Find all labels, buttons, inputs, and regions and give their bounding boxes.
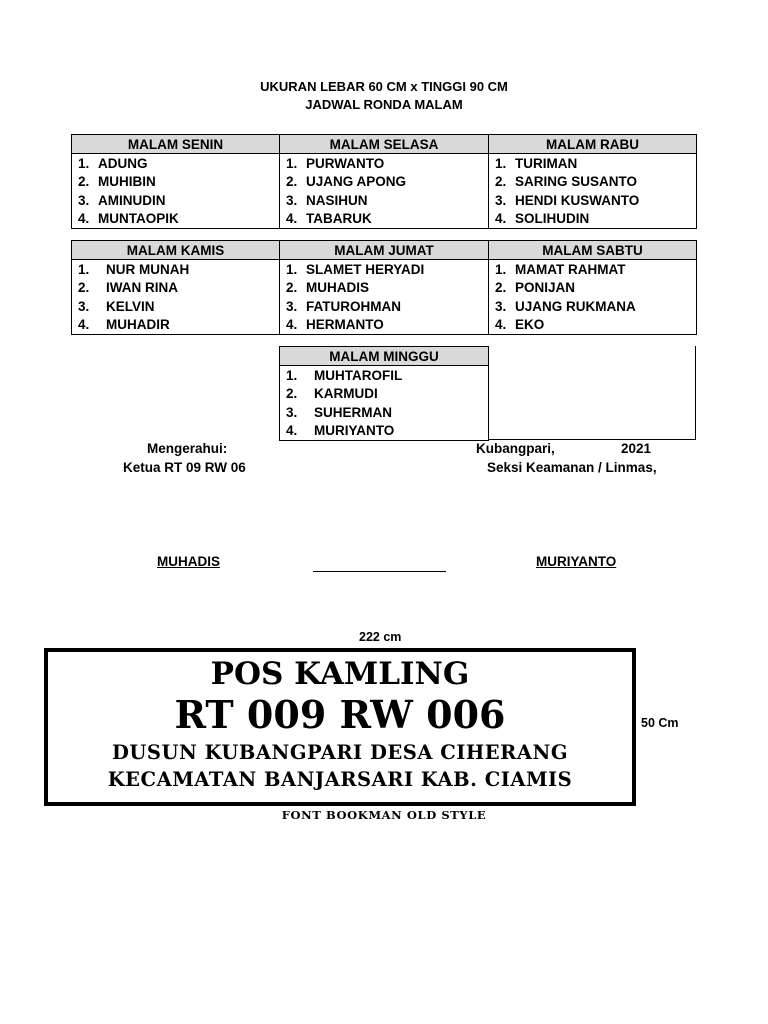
member-cell: 3. KELVIN [72,297,280,316]
day-header-jumat: MALAM JUMAT [280,241,489,260]
member-cell: 1. TURIMAN [489,154,697,173]
day-header-sabtu: MALAM SABTU [489,241,697,260]
member-cell: 3. AMINUDIN [72,191,280,210]
banner-village: DUSUN KUBANGPARI DESA CIHERANG [112,741,568,764]
day-header-selasa: MALAM SELASA [280,135,489,154]
banner-width-label: 222 cm [359,630,402,644]
member-cell: 2. PONIJAN [489,279,697,298]
member-cell: 1. SLAMET HERYADI [280,260,489,279]
member-cell: 4. SOLIHUDIN [489,210,697,229]
member-cell: 3. SUHERMAN [280,403,489,422]
document-title: JADWAL RONDA MALAM [305,97,463,112]
member-cell: 4. MUNTAOPIK [72,210,280,229]
member-cell: 2. MUHADIS [280,279,489,298]
member-cell: 2. IWAN RINA [72,279,280,298]
rt-head-title: Ketua RT 09 RW 06 [123,460,246,475]
member-cell: 3. NASIHUN [280,191,489,210]
pos-kamling-banner [44,648,636,806]
member-cell: 4. MURIYANTO [280,422,489,441]
member-cell: 4. EKO [489,316,697,335]
member-cell: 2. SARING SUSANTO [489,173,697,192]
banner-height-label: 50 Cm [641,716,679,730]
security-section-title: Seksi Keamanan / Linmas, [487,460,657,475]
member-cell: 1. ADUNG [72,154,280,173]
schedule-table-row-1 [71,134,697,229]
day-header-minggu: MALAM MINGGU [280,347,489,366]
empty-schedule-box [488,346,696,440]
banner-rt-rw: RT 009 RW 006 [174,692,506,737]
member-cell: 4. TABARUK [280,210,489,229]
member-cell: 1. PURWANTO [280,154,489,173]
member-cell: 2. KARMUDI [280,385,489,404]
member-cell: 2. UJANG APONG [280,173,489,192]
year-label: 2021 [621,441,652,456]
member-cell: 4. MUHADIR [72,316,280,335]
acknowledged-label: Mengerahui: [147,441,228,456]
member-cell: 3. FATUROHMAN [280,297,489,316]
signature-line [313,571,446,572]
member-cell: 4. HERMANTO [280,316,489,335]
day-header-kamis: MALAM KAMIS [72,241,280,260]
day-header-rabu: MALAM RABU [489,135,697,154]
rt-head-name: MUHADIS [157,554,220,569]
font-note: FONT BOOKMAN OLD STYLE [281,808,487,822]
size-spec-line: UKURAN LEBAR 60 CM x TINGGI 90 CM [260,79,508,94]
member-cell: 2. MUHIBIN [72,173,280,192]
security-head-name: MURIYANTO [536,554,617,569]
member-cell: 1. MUHTAROFIL [280,366,489,385]
schedule-table-row-2 [71,240,697,335]
schedule-table-minggu [279,346,489,441]
member-cell: 3. UJANG RUKMANA [489,297,697,316]
member-cell: 1. NUR MUNAH [72,260,280,279]
member-cell: 3. HENDI KUSWANTO [489,191,697,210]
member-cell: 1. MAMAT RAHMAT [489,260,697,279]
place-label: Kubangpari, [476,441,555,456]
banner-title: POS KAMLING [210,656,470,692]
day-header-senin: MALAM SENIN [72,135,280,154]
banner-district: KECAMATAN BANJARSARI KAB. CIAMIS [107,768,573,791]
